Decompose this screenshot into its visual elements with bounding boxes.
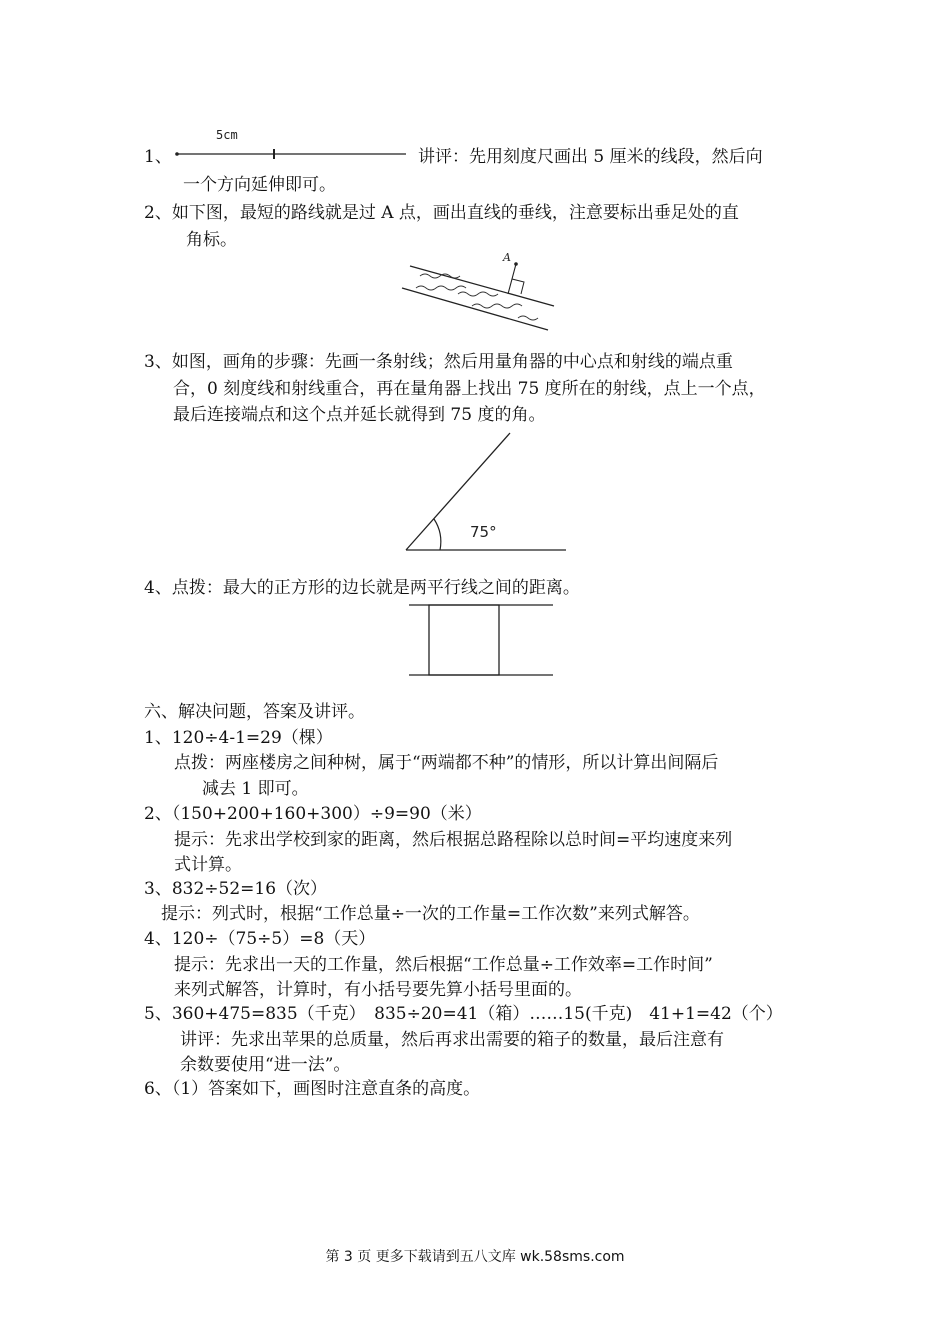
p6-text: 6、（1）答案如下，画图时注意直条的高度。 bbox=[144, 1079, 481, 1099]
angle-arc bbox=[434, 519, 441, 550]
page-footer: 第 3 页 更多下载请到五八文库 wk.58sms.com bbox=[325, 1249, 625, 1265]
p4-note-a: 提示：先求出一天的工作量，然后根据“工作总量÷工作效率=工作时间” bbox=[174, 955, 713, 975]
ruler-figure bbox=[172, 126, 412, 166]
p2-equation: 2、（150+200+160+300）÷9=90（米） bbox=[144, 804, 482, 824]
p2-note-a: 提示：先求出学校到家的距离，然后根据总路程除以总时间=平均速度来列 bbox=[174, 830, 733, 850]
p3-equation: 3、832÷52=16（次） bbox=[144, 879, 328, 899]
ruler-label: 5cm bbox=[216, 128, 238, 142]
p5-equation: 5、360+475=835（千克） 835÷20=41（箱）……15(千克) 41+1=42（个） bbox=[144, 1004, 783, 1024]
p5-note-a: 讲评：先求出苹果的总质量，然后再求出需要的箱子的数量，最后注意有 bbox=[180, 1030, 724, 1050]
q3-text-a: 3、如图，画角的步骤：先画一条射线；然后用量角器的中心点和射线的端点重 bbox=[144, 352, 733, 372]
p4-note-b: 来列式解答，计算时，有小括号要先算小括号里面的。 bbox=[174, 980, 582, 1000]
largest-square bbox=[429, 605, 499, 675]
p1-note-b: 减去 1 即可。 bbox=[202, 779, 309, 799]
p5-note-b: 余数要使用“进一法”。 bbox=[180, 1055, 351, 1075]
right-angle-mark bbox=[512, 279, 524, 294]
q1-comment-a: 讲评：先用刻度尺画出 5 厘米的线段，然后向 bbox=[418, 147, 763, 167]
q4-text: 4、点拨：最大的正方形的边长就是两平行线之间的距离。 bbox=[144, 578, 580, 598]
q2-text-b: 角标。 bbox=[186, 230, 237, 250]
angle-label: 75° bbox=[470, 523, 497, 541]
q2-text-a: 2、如下图，最短的路线就是过 A 点，画出直线的垂线，注意要标出垂足处的直 bbox=[144, 203, 739, 223]
river-bank-top bbox=[410, 266, 554, 306]
q1-number: 1、 bbox=[144, 147, 172, 167]
river-bank-bottom bbox=[402, 288, 548, 330]
point-a-label: A bbox=[503, 251, 511, 264]
square-figure bbox=[407, 601, 557, 681]
angle-figure bbox=[400, 430, 575, 555]
p1-equation: 1、120÷4-1=29（棵） bbox=[144, 728, 333, 748]
ruler-start-dot bbox=[175, 152, 179, 156]
p3-note: 提示：列式时，根据“工作总量÷一次的工作量=工作次数”来列式解答。 bbox=[161, 904, 700, 924]
river-figure bbox=[398, 244, 558, 344]
point-a bbox=[514, 262, 518, 266]
q3-text-c: 最后连接端点和这个点并延长就得到 75 度的角。 bbox=[173, 405, 546, 425]
q1-comment-b: 一个方向延伸即可。 bbox=[183, 175, 336, 195]
section6-heading: 六、解决问题，答案及讲评。 bbox=[144, 702, 365, 722]
p4-equation: 4、120÷（75÷5）=8（天） bbox=[144, 929, 376, 949]
p1-note-a: 点拨：两座楼房之间种树，属于“两端都不种”的情形，所以计算出间隔后 bbox=[174, 753, 719, 773]
p2-note-b: 式计算。 bbox=[174, 855, 242, 875]
q3-text-b: 合，0 刻度线和射线重合，再在量角器上找出 75 度所在的射线，点上一个点， bbox=[173, 379, 766, 399]
